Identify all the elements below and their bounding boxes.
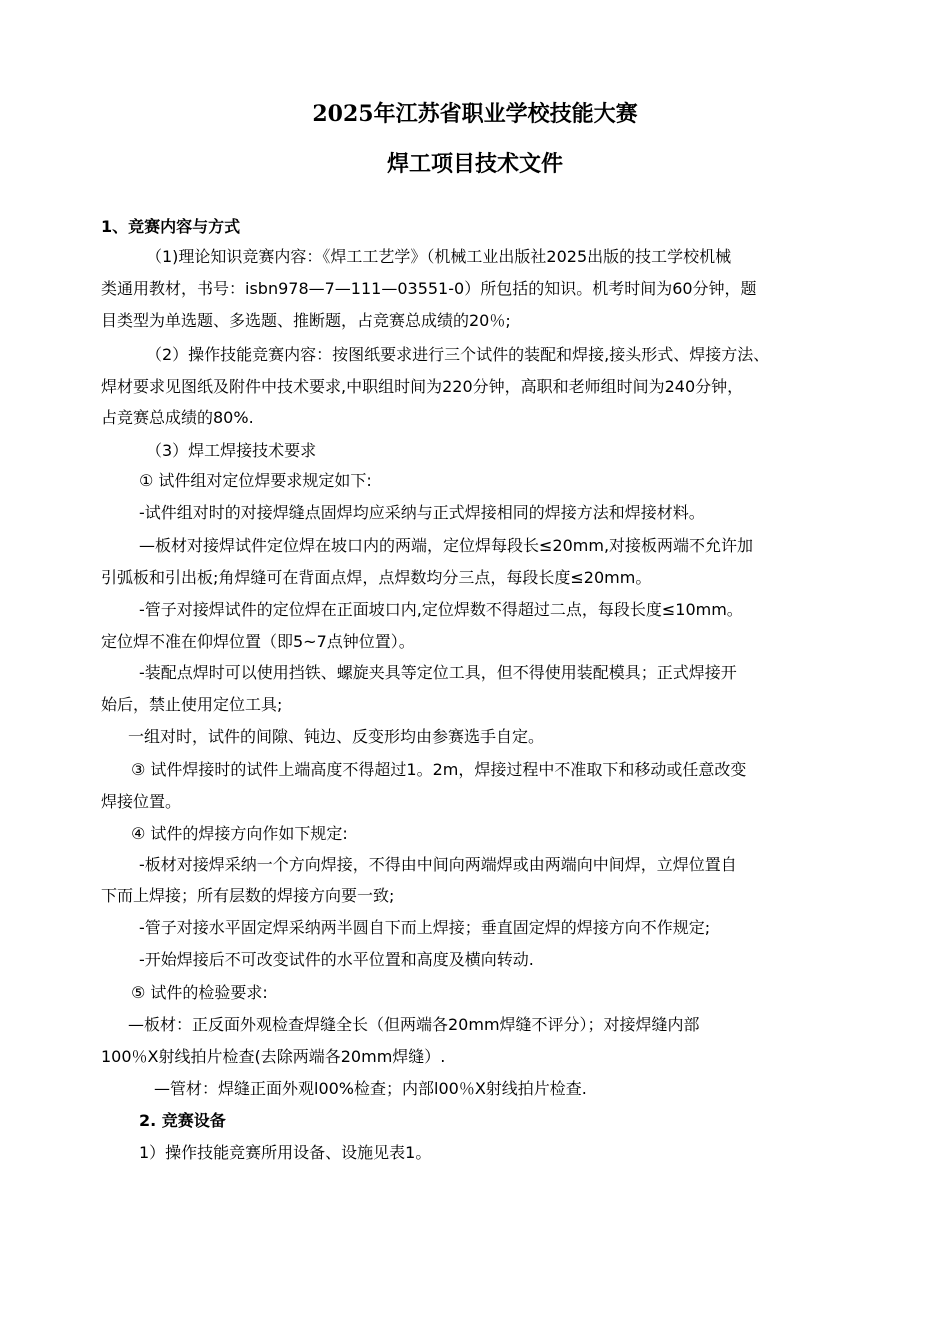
- text-line: -管子对接焊试件的定位焊在正面坡口内,定位焊数不得超过二点，每段长度≤10mm。: [139, 600, 743, 619]
- text-line: ④ 试件的焊接方向作如下规定:: [131, 824, 348, 843]
- text-line: -板材对接焊采纳一个方向焊接，不得由中间向两端焊或由两端向中间焊，立焊位置自: [139, 855, 737, 874]
- text-line: （3）焊工焊接技术要求: [146, 441, 317, 460]
- text-line: ⑤ 试件的检验要求:: [131, 983, 268, 1002]
- text-line: 引弧板和引出板;角焊缝可在背面点焊，点焊数均分三点，每段长度≤20mm。: [101, 568, 652, 587]
- text-line: 定位焊不准在仰焊位置（即5~7点钟位置）。: [101, 632, 415, 651]
- text-line: 1）操作技能竞赛所用设备、设施见表1。: [139, 1143, 432, 1162]
- text-line: —板材对接焊试件定位焊在坡口内的两端，定位焊每段长≤20mm,对接板两端不允许加: [139, 536, 754, 555]
- text-line: 类通用教材，书号：isbn978—7—111—03551-0）所包括的知识。机考时间为60分钟，题: [101, 279, 757, 298]
- document-subtitle: 焊工项目技术文件: [386, 151, 563, 177]
- text-line: -开始焊接后不可改变试件的水平位置和高度及横向转动.: [139, 950, 534, 969]
- text-line: -管子对接水平固定焊采纳两半圆自下而上焊接；垂直固定焊的焊接方向不作规定;: [139, 918, 711, 937]
- text-line: 一组对时，试件的间隙、钝边、反变形均由参赛选手自定。: [128, 727, 545, 746]
- text-line: ③ 试件焊接时的试件上端高度不得超过1。2m，焊接过程中不准取下和移动或任意改变: [131, 760, 747, 779]
- document-title: 2025年江苏省职业学校技能大赛: [312, 101, 638, 127]
- text-line: （1)理论知识竞赛内容：《焊工工艺学》（机械工业出版社2025出版的技工学校机械: [146, 247, 732, 266]
- text-line: —管材：焊缝正面外观l00%检查；内部l00％X射线拍片检查.: [154, 1079, 587, 1098]
- text-line: 占竞赛总成绩的80%.: [101, 408, 254, 427]
- text-line: 目类型为单选题、多选题、推断题，占竞赛总成绩的20％;: [101, 311, 511, 330]
- section-heading-2: 2. 竞赛设备: [139, 1111, 226, 1130]
- text-line: -试件组对时的对接焊缝点固焊均应采纳与正式焊接相同的焊接方法和焊接材料。: [139, 503, 705, 522]
- text-line: 100％X射线拍片检查(去除两端各20mm焊缝）.: [101, 1047, 446, 1066]
- text-line: -装配点焊时可以使用挡铁、螺旋夹具等定位工具，但不得使用装配模具；正式焊接开: [139, 663, 737, 682]
- text-line: —板材：正反面外观检查焊缝全长（但两端各20mm焊缝不评分）；对接焊缝内部: [128, 1015, 700, 1034]
- text-line: ① 试件组对定位焊要求规定如下:: [139, 471, 372, 490]
- section-heading-1: 1、竞赛内容与方式: [101, 217, 241, 236]
- text-line: 始后，禁止使用定位工具;: [101, 695, 283, 714]
- text-line: 焊接位置。: [101, 792, 182, 811]
- text-line: 焊材要求见图纸及附件中技术要求,中职组时间为220分钟，高职和老师组时间为240分钟，: [101, 377, 744, 396]
- text-line: （2）操作技能竞赛内容：按图纸要求进行三个试件的装配和焊接,接头形式、焊接方法、: [146, 345, 770, 364]
- text-line: 下而上焊接；所有层数的焊接方向要一致;: [101, 886, 395, 905]
